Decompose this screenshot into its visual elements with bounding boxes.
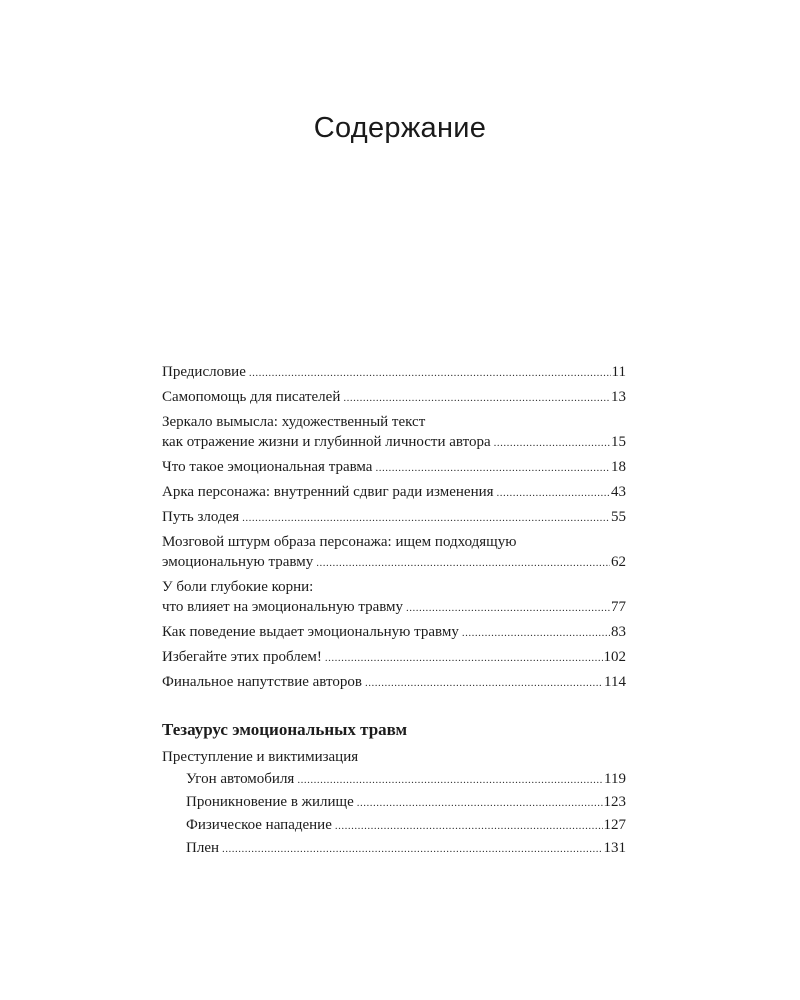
toc-page-number: 102 [603,649,626,665]
toc-entry-line [162,647,626,668]
dot-leader [316,553,610,573]
toc-entry-line [162,672,626,693]
toc-page-number: 83 [611,624,626,640]
toc-entry-text: Зеркало вымысла: художественный текст [162,414,426,430]
toc-page-number: 11 [611,364,626,380]
toc-entry-text: Плен [186,840,220,856]
toc-entry [162,387,626,408]
toc-entry-line [162,432,626,453]
table-of-contents [162,362,626,861]
dot-leader [249,363,611,383]
toc-entry-line [162,552,626,573]
toc-entry-line [186,792,626,813]
dot-leader [462,623,610,643]
dot-leader [494,433,610,453]
toc-entry [162,362,626,383]
toc-page-number: 13 [611,389,626,405]
toc-entry-line [186,815,626,836]
toc-page-number: 55 [611,509,626,525]
toc-entry-text: У боли глубокие корни: [162,579,314,595]
toc-entry-text: как отражение жизни и глубинной личности автора [162,434,491,450]
toc-entry [162,672,626,693]
toc-entry-text: Путь злодея [162,509,240,525]
toc-page-number: 127 [603,817,626,833]
toc-entry [162,482,626,503]
page-title: Содержание [313,112,487,144]
toc-page-number: 114 [604,674,626,690]
dot-leader [222,839,602,859]
toc-entry-text: Что такое эмоциональная травма [162,459,373,475]
toc-page-number: 119 [604,771,626,787]
toc-entry-text: Проникновение в жилище [186,794,354,810]
toc-entry-text: Финальное напутствие авторов [162,674,362,690]
toc-entry-text: что влияет на эмоциональную травму [162,599,404,615]
toc-page-number: 43 [611,484,626,500]
toc-entry-line [162,482,626,503]
toc-entry-line [162,362,626,383]
toc-entry-line [162,387,626,408]
toc-entry-text: эмоциональную травму [162,554,314,570]
dot-leader [335,816,603,836]
toc-entry [162,507,626,528]
toc-page-number: 18 [611,459,626,475]
dot-leader [325,648,603,668]
dot-leader [406,598,610,618]
toc-sub-entry [186,815,626,836]
toc-entry-text: Как поведение выдает эмоциональную травму [162,624,459,640]
toc-entry-text: Физическое нападение [186,817,332,833]
toc-sub-entry [186,769,626,790]
toc-page-number: 77 [611,599,626,615]
dot-leader [343,388,610,408]
toc-entry-text: Угон автомобиля [186,771,295,787]
toc-sub-entry [186,838,626,859]
toc-entry-text: Арка персонажа: внутренний сдвиг ради изменения [162,484,494,500]
toc-sub-entry [186,792,626,813]
toc-entry-line [162,597,626,618]
toc-entry-line [186,769,626,790]
toc-sub-list [162,769,626,859]
toc-main-list [162,362,626,693]
toc-entry [162,647,626,668]
toc-entry-line [162,622,626,643]
dot-leader [375,458,610,478]
toc-page-number: 15 [611,434,626,450]
toc-entry-line [162,457,626,478]
toc-entry-text: Мозговой штурм образа персонажа: ищем подходящую [162,534,517,550]
toc-entry-text: Предисловие [162,364,246,380]
toc-entry [162,577,626,618]
toc-entry-text: Избегайте этих проблем! [162,649,322,665]
section-heading: Тезаурус эмоциональных травм [162,720,408,739]
toc-entry [162,412,626,453]
dot-leader [297,770,603,790]
dot-leader [365,673,603,693]
dot-leader [357,793,603,813]
toc-page-number: 62 [611,554,626,570]
toc-entry [162,532,626,573]
toc-entry [162,457,626,478]
toc-page-number: 123 [603,794,626,810]
toc-entry [162,622,626,643]
toc-entry-line [186,838,626,859]
toc-page-number: 131 [603,840,626,856]
dot-leader [497,483,610,503]
subsection-title: Преступление и виктимизация [162,749,359,765]
dot-leader [242,508,610,528]
toc-entry-line [162,507,626,528]
toc-entry-text: Самопомощь для писателей [162,389,341,405]
